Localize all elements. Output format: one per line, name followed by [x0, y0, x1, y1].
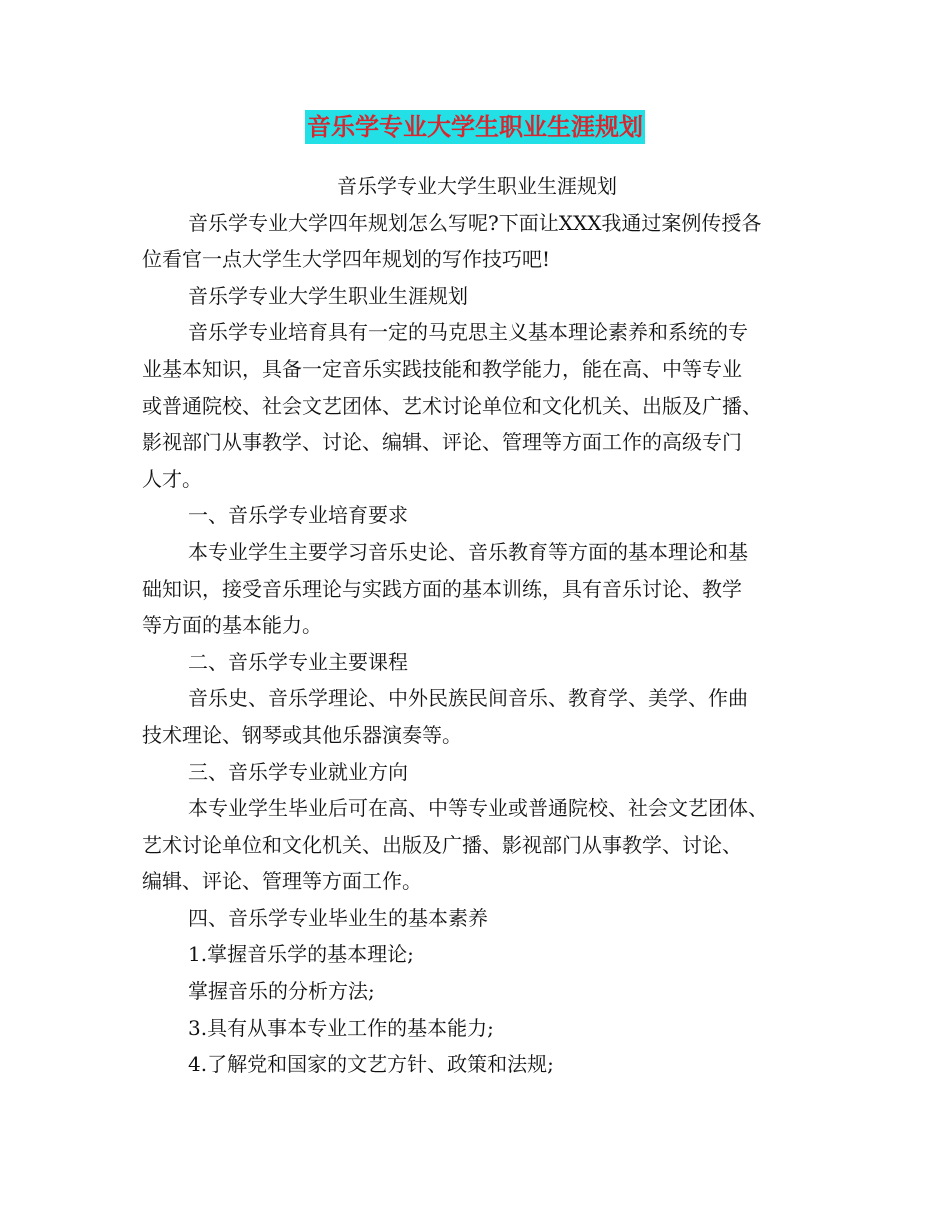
- paragraph-line: 本专业学生主要学习音乐史论、音乐教育等方面的基本理论和基: [188, 539, 748, 564]
- section-heading: 音乐学专业大学生职业生涯规划: [188, 283, 468, 308]
- section-heading: 二、音乐学专业主要课程: [188, 649, 408, 674]
- section-heading: 三、音乐学专业就业方向: [188, 759, 408, 784]
- paragraph-line: 本专业学生毕业后可在高、中等专业或普通院校、社会文艺团体、: [188, 796, 768, 821]
- section-heading: 四、音乐学专业毕业生的基本素养: [188, 905, 488, 930]
- list-item: 4.了解党和国家的文艺方针、政策和法规;: [188, 1052, 554, 1077]
- title-container: [0, 110, 950, 144]
- list-item: 3.具有从事本专业工作的基本能力;: [188, 1015, 494, 1040]
- paragraph-line: 业基本知识，具备一定音乐实践技能和教学能力，能在高、中等专业: [142, 356, 742, 381]
- paragraph-line: 等方面的基本能力。: [142, 613, 322, 638]
- paragraph-line: 音乐史、音乐学理论、中外民族民间音乐、教育学、美学、作曲: [188, 686, 748, 711]
- section-heading: 一、音乐学专业培育要求: [188, 503, 408, 528]
- paragraph-line: 音乐学专业大学四年规划怎么写呢?下面让XXX我通过案例传授各: [188, 210, 762, 235]
- paragraph-line: 或普通院校、社会文艺团体、艺术讨论单位和文化机关、出版及广播、: [142, 393, 762, 418]
- paragraph-line: 技术理论、钢琴或其他乐器演奏等。: [142, 722, 462, 747]
- paragraph-line: 艺术讨论单位和文化机关、出版及广播、影视部门从事教学、讨论、: [142, 832, 742, 857]
- document-subtitle: 音乐学专业大学生职业生涯规划: [337, 174, 617, 198]
- list-item: 1.掌握音乐学的基本理论;: [188, 942, 414, 967]
- paragraph-line: 础知识，接受音乐理论与实践方面的基本训练，具有音乐讨论、教学: [142, 576, 742, 601]
- document-title: 音乐学专业大学生职业生涯规划: [305, 110, 645, 144]
- list-item: 掌握音乐的分析方法;: [188, 979, 375, 1004]
- paragraph-line: 人才。: [142, 466, 202, 491]
- document-body: [142, 168, 812, 1083]
- paragraph-line: 音乐学专业培育具有一定的马克思主义基本理论素养和系统的专: [188, 320, 748, 345]
- paragraph-line: 影视部门从事教学、讨论、编辑、评论、管理等方面工作的高级专门: [142, 430, 742, 455]
- paragraph-line: 位看官一点大学生大学四年规划的写作技巧吧!: [142, 247, 551, 272]
- paragraph-line: 编辑、评论、管理等方面工作。: [142, 869, 422, 894]
